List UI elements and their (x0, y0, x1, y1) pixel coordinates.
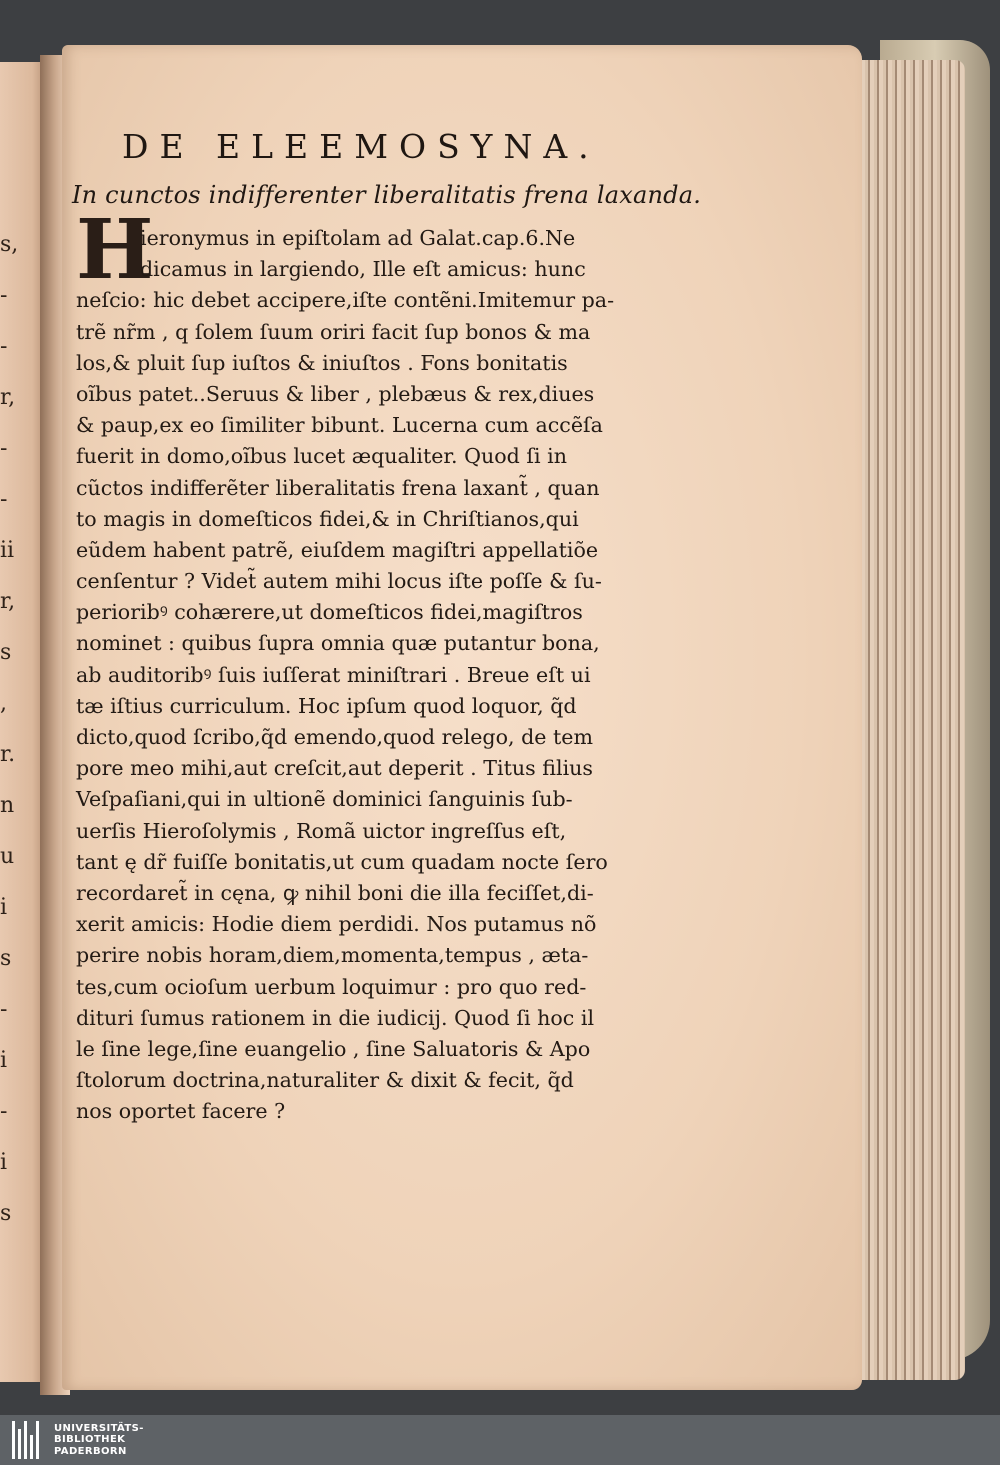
text-line: eũdem habent patrẽ, eiuſdem magiſtri appellatiõe (76, 537, 599, 562)
text-line: perire nobis horam,diem,momenta,tempus , æta- (76, 943, 589, 968)
text-line: to magis in domeſticos fidei,& in Chriſtianos,qui (76, 506, 579, 531)
margin-fragment: - (0, 487, 8, 512)
margin-fragment: i (0, 895, 8, 920)
drop-cap: H (76, 202, 154, 298)
text-line: nominet : quibus ſupra omnia quæ putantur bona, (76, 631, 600, 656)
margin-fragment: - (0, 334, 8, 359)
margin-fragment: s, (0, 232, 19, 257)
margin-fragment: r, (0, 385, 16, 410)
text-line: los,& pluit ſup iuſtos & iniuſtos . Fons bonitatis (76, 350, 568, 375)
text-line: oĩbus patet..Seruus & liber , plebæus & rex,diues (76, 381, 595, 406)
text-line: xerit amicis: Hodie diem perdidi. Nos putamus nõ (76, 912, 597, 937)
text-line: tant ę dr̃ fuiſſe bonitatis,ut cum quadam nocte ſero (76, 849, 608, 874)
text-line: ieronymus in epiſtolam ad Galat.cap.6.Ne (140, 226, 576, 250)
text-line: recordaret̃ in cęna, ꝙ nihil boni die illa feciſſet,di- (76, 880, 594, 905)
section-title: In cunctos indifferenter liberalitatis frena laxanda. (72, 181, 702, 209)
text-line: ab auditoribꝰ ſuis iuſſerat miniſtrari . Breue eſt ui (76, 662, 591, 687)
margin-fragment: s (0, 946, 12, 971)
text-line: fuerit in domo,oĩbus lucet æqualiter. Quod ſi in (76, 444, 567, 469)
margin-fragment: - (0, 997, 8, 1022)
logo-line: PADERBORN (54, 1445, 127, 1457)
margin-fragment: , (0, 691, 7, 716)
left-page-text-fragments (0, 232, 19, 1226)
margin-fragment: i (0, 1150, 8, 1175)
text-line: tæ iſtius curriculum. Hoc ipſum quod loquor, q̃d (76, 693, 577, 718)
text-line: nos oportet facere ? (76, 1099, 286, 1124)
text-line: tes,cum ocioſum uerbum loquimur : pro quo red- (76, 974, 587, 999)
text-line: cenſentur ? Videt̃ autem mihi locus iſte poſſe & ſu- (76, 569, 602, 594)
library-logo-icon (12, 1421, 44, 1459)
body-text (76, 223, 716, 1127)
margin-fragment: u (0, 844, 15, 869)
text-line: & paup,ex eo ſimiliter bibunt. Lucerna cum accẽſa (76, 413, 603, 438)
margin-fragment: - (0, 283, 8, 308)
text-line: dituri ſumus rationem in die iudicij. Quod ſi hoc il (76, 1005, 595, 1030)
text-line: perioribꝰ cohærere,ut domeſticos fidei,magiſtros (76, 600, 583, 625)
text-line: Veſpaſiani,qui in ultionẽ dominici ſanguinis ſub- (76, 787, 573, 812)
library-logo (12, 1421, 144, 1459)
margin-fragment: r, (0, 589, 16, 614)
margin-fragment: - (0, 436, 8, 461)
text-line: ſtolorum doctrina,naturaliter & dixit & fecit, q̃d (76, 1068, 574, 1093)
logo-line: UNIVERSITÄTS- (54, 1422, 144, 1434)
book-page (62, 45, 862, 1390)
text-line: pore meo mihi,aut creſcit,aut deperit . Titus filius (76, 756, 593, 781)
margin-fragment: - (0, 1099, 8, 1124)
text-line: trẽ nr̃m , q ſolem ſuum oriri facit ſup bonos & ma (76, 319, 591, 344)
margin-fragment: n (0, 793, 15, 818)
text-line: uerſis Hieroſolymis , Romã uictor ingreſſus eſt, (76, 818, 567, 843)
text-line: dicto,quod ſcribo,q̃d emendo,quod relego, de tem (76, 725, 593, 749)
footer-bar (0, 1415, 1000, 1465)
margin-fragment: i (0, 1048, 8, 1073)
text-line: le ſine lege,ſine euangelio , ſine Saluatoris & Apo (76, 1036, 591, 1061)
text-line: neſcio: hic debet accipere,iſte contẽni.Imitemur pa- (76, 288, 615, 313)
margin-fragment: s (0, 1201, 12, 1226)
library-logo-text (54, 1423, 144, 1458)
running-header: DE ELEEMOSYNA. (122, 127, 600, 166)
text-line: cũctos indifferẽter liberalitatis frena laxant̃ , quan (76, 475, 600, 500)
margin-fragment: s (0, 640, 12, 665)
logo-line: BIBLIOTHEK (54, 1434, 126, 1446)
margin-fragment: r. (0, 742, 16, 767)
margin-fragment: ii (0, 538, 15, 563)
text-line: dicamus in largiendo, Ille eſt amicus: hunc (140, 257, 586, 282)
